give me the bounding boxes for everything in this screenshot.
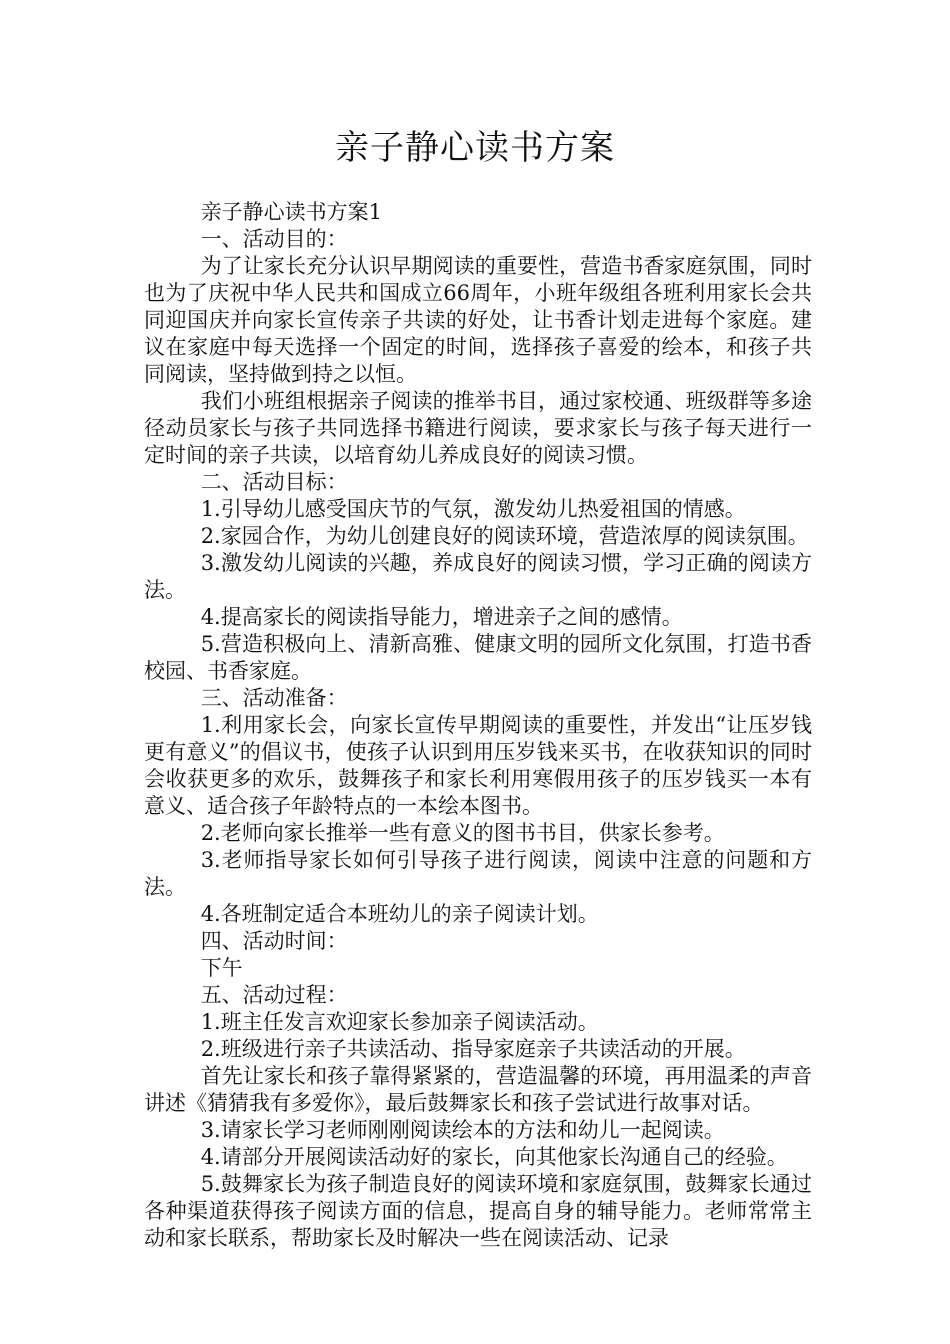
document-title: 亲子静心读书方案	[335, 128, 615, 168]
list-item: 4.各班制定适合本班幼儿的亲子阅读计划。	[200, 902, 599, 926]
paragraph: 首先让家长和孩子靠得紧紧的，营造温馨的环境，再用温柔的声音讲述《猜猜我有多爱你》，最后鼓舞家长和孩子尝试进行故事对话。	[144, 1064, 812, 1115]
list-item: 2.班级进行亲子共读活动、指导家庭亲子共读活动的开展。	[200, 1037, 746, 1061]
paragraph-subtitle: 亲子静心读书方案1	[200, 200, 383, 224]
section-heading-goals: 二、活动目标：	[200, 470, 348, 494]
list-item: 3.激发幼儿阅读的兴趣，养成良好的阅读习惯，学习正确的阅读方法。	[144, 551, 812, 602]
list-item: 3.请家长学习老师刚刚阅读绘本的方法和幼儿一起阅读。	[200, 1118, 725, 1142]
section-heading-preparation: 三、活动准备：	[200, 686, 348, 710]
document-body	[144, 199, 812, 1252]
paragraph: 下午	[200, 956, 243, 980]
section-heading-process: 五、活动过程：	[200, 983, 348, 1007]
list-item: 5.营造积极向上、清新高雅、健康文明的园所文化氛围，打造书香校园、书香家庭。	[144, 632, 812, 683]
paragraph: 我们小班组根据亲子阅读的推举书目，通过家校通、班级群等多途径动员家长与孩子共同选择书籍进行阅读，要求家长与孩子每天进行一定时间的亲子共读，以培育幼儿养成良好的阅读习惯。	[144, 389, 812, 467]
list-item: 4.提高家长的阅读指导能力，增进亲子之间的感情。	[200, 605, 683, 629]
section-heading-time: 四、活动时间：	[200, 929, 348, 953]
paragraph: 为了让家长充分认识早期阅读的重要性，营造书香家庭氛围，同时也为了庆祝中华人民共和国成立66周年，小班年级组各班利用家长会共同迎国庆并向家长宣传亲子共读的好处，让书香计划走进每个家庭。建议在家庭中每天选择一个固定的时间，选择孩子喜爱的绘本，和孩子共同阅读，坚持做到持之以恒。	[144, 254, 812, 386]
list-item: 5.鼓舞家长为孩子制造良好的阅读环境和家庭氛围，鼓舞家长通过各种渠道获得孩子阅读方面的信息，提高自身的辅导能力。老师常常主动和家长联系，帮助家长及时解决一些在阅读活动、记录	[144, 1172, 812, 1250]
list-item: 2.家园合作，为幼儿创建良好的阅读环境，营造浓厚的阅读氛围。	[200, 524, 809, 548]
list-item: 1.班主任发言欢迎家长参加亲子阅读活动。	[200, 1010, 599, 1034]
section-heading-purpose: 一、活动目的：	[200, 227, 348, 251]
list-item: 4.请部分开展阅读活动好的家长，向其他家长沟通自己的经验。	[200, 1145, 788, 1169]
list-item: 1.引导幼儿感受国庆节的气氛，激发幼儿热爱祖国的情感。	[200, 497, 746, 521]
list-item: 2.老师向家长推举一些有意义的图书书目，供家长参考。	[200, 821, 725, 845]
list-item: 1.利用家长会，向家长宣传早期阅读的重要性，并发出“让压岁钱更有意义”的倡议书，使孩子认识到用压岁钱来买书，在收获知识的同时会收获更多的欢乐，鼓舞孩子和家长利用寒假用孩子的压岁钱买一本有意义、适合孩子年龄特点的一本绘本图书。	[144, 713, 812, 818]
list-item: 3.老师指导家长如何引导孩子进行阅读，阅读中注意的问题和方法。	[144, 848, 812, 899]
